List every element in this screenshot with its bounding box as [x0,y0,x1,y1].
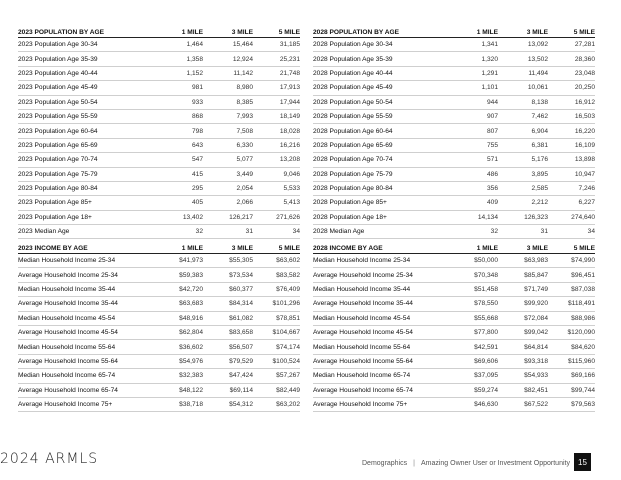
row-value: 15,464 [232,41,253,49]
row-value: 31 [245,228,253,236]
page-number: 15 [574,453,591,471]
row-label: 2023 Population Age 85+ [18,199,92,207]
table-2023-income-by-age [18,243,300,412]
row-value: 356 [486,185,498,193]
row-value: $99,042 [524,329,548,337]
row-value: $84,314 [229,300,253,308]
table-row [18,254,300,268]
row-value: 2,212 [531,199,548,207]
row-value: $82,451 [524,386,548,394]
row-value: 11,494 [528,69,548,77]
row-value: $32,383 [179,372,203,380]
row-value: 1,291 [481,69,498,77]
row-label: 2028 Population Age 80-84 [313,185,393,193]
row-value: 10,947 [574,170,595,178]
row-value: $67,522 [524,401,548,409]
row-value: $100,524 [272,357,300,365]
row-value: 7,993 [236,113,253,121]
row-value: 1,464 [186,41,203,49]
table-title: 2028 INCOME BY AGE [313,244,383,252]
row-value: 1,152 [186,69,203,77]
row-value: 13,402 [182,213,203,221]
row-value: $63,202 [276,401,300,409]
table-row [313,182,595,196]
row-value: 907 [486,113,498,121]
row-value: $104,667 [272,329,300,337]
row-value: $51,458 [474,285,498,293]
table-row [18,196,300,210]
row-value: $87,038 [571,285,595,293]
row-value: 5,533 [283,185,300,193]
table-row [18,398,300,412]
row-value: 2,585 [531,185,548,193]
row-label: 2023 Population Age 50-54 [18,98,98,106]
row-value: 1,358 [186,55,203,63]
row-value: $76,409 [276,285,300,293]
table-row [18,168,300,182]
table-row [313,312,595,326]
row-value: 25,231 [279,55,300,63]
row-value: 17,913 [279,84,300,92]
row-value: 13,092 [527,41,548,49]
row-value: $82,449 [276,386,300,394]
row-value: 16,912 [574,98,595,106]
table-row [313,225,595,239]
row-value: 6,381 [531,141,548,149]
row-value: $79,563 [571,401,595,409]
row-value: 295 [191,185,203,193]
row-value: 755 [486,141,498,149]
row-value: 16,220 [574,127,595,135]
table-row [18,52,300,66]
row-label: Median Household Income 65-74 [313,372,411,380]
row-label: 2028 Population Age 18+ [313,213,387,221]
row-value: 1,101 [481,84,498,92]
row-value: 2,054 [236,185,253,193]
row-value: 3,449 [236,170,253,178]
row-value: $59,274 [474,386,498,394]
table-row [313,283,595,297]
table-row [18,312,300,326]
table-row [18,268,300,282]
column-header: 3 MILE [526,28,548,36]
row-label: 2023 Population Age 80-84 [18,185,98,193]
row-label: 2023 Median Age [18,228,70,236]
table-title: 2023 INCOME BY AGE [18,244,88,252]
table-row [18,153,300,167]
table-row [313,168,595,182]
row-value: 126,323 [524,213,548,221]
column-header: 1 MILE [181,244,203,252]
row-value: 126,217 [229,213,253,221]
row-label: Average Household Income 25-34 [18,271,118,279]
row-value: 31 [540,228,548,236]
row-value: $79,529 [229,357,253,365]
row-value: $61,082 [229,314,253,322]
table-row [18,340,300,354]
row-value: $48,916 [179,314,203,322]
row-value: $59,383 [179,271,203,279]
row-value: 32 [195,228,203,236]
row-value: $78,550 [474,300,498,308]
row-value: 547 [191,156,203,164]
row-value: $78,851 [276,314,300,322]
table-row [18,326,300,340]
row-value: 981 [191,84,203,92]
footer-subtitle: Amazing Owner User or Investment Opportunity [420,460,570,467]
row-value: $48,122 [179,386,203,394]
row-label: 2028 Population Age 50-54 [313,98,393,106]
row-value: $83,658 [229,329,253,337]
row-value: $46,630 [474,401,498,409]
table-row [18,369,300,383]
table-2028-income-by-age [313,243,595,412]
column-header: 3 MILE [231,28,253,36]
table-row [313,96,595,110]
table-header [18,27,300,38]
row-value: 34 [292,228,300,236]
row-value: $83,582 [276,271,300,279]
row-label: Average Household Income 65-74 [313,386,413,394]
table-row [313,139,595,153]
table-2023-population-by-age [18,27,300,239]
table-row [313,124,595,138]
table-row [313,355,595,369]
row-label: Average Household Income 55-64 [18,357,118,365]
row-label: 2023 Population Age 55-59 [18,113,98,121]
row-value: $54,312 [229,401,253,409]
row-value: $55,305 [229,257,253,265]
page-footer [362,460,570,467]
row-value: 9,046 [283,170,300,178]
table-row [313,81,595,95]
table-row [18,96,300,110]
row-value: $99,920 [524,300,548,308]
row-value: 13,502 [527,55,548,63]
row-value: 17,944 [279,98,300,106]
row-value: $54,933 [524,372,548,380]
table-row [18,384,300,398]
row-label: 2028 Population Age 75-79 [313,170,393,178]
table-row [18,38,300,52]
row-value: 10,061 [527,84,548,92]
row-label: Average Household Income 25-34 [313,271,413,279]
column-header: 5 MILE [573,28,595,36]
row-label: 2023 Population Age 18+ [18,213,92,221]
table-row [313,384,595,398]
row-value: 5,077 [236,156,253,164]
row-label: Average Household Income 45-54 [313,329,413,337]
row-value: $60,377 [229,285,253,293]
row-value: $42,591 [474,343,498,351]
row-value: 415 [191,170,203,178]
row-value: 5,176 [531,156,548,164]
table-row [313,211,595,225]
row-label: Median Household Income 55-64 [18,343,116,351]
row-value: 6,330 [236,141,253,149]
table-row [313,398,595,412]
row-label: 2028 Median Age [313,228,365,236]
row-label: 2028 Population Age 55-59 [313,113,393,121]
footer-section: Demographics [362,460,408,467]
table-title: 2028 POPULATION BY AGE [313,28,399,36]
table-row [313,196,595,210]
row-value: $115,960 [567,357,595,365]
row-value: 868 [191,113,203,121]
table-title: 2023 POPULATION BY AGE [18,28,104,36]
row-value: 2,066 [236,199,253,207]
column-header: 3 MILE [231,244,253,252]
row-value: $37,095 [474,372,498,380]
row-label: Median Household Income 45-54 [313,314,411,322]
row-value: 571 [486,156,498,164]
row-value: 31,185 [279,41,300,49]
table-row [18,182,300,196]
row-label: 2028 Population Age 85+ [313,199,387,207]
row-value: 944 [486,98,498,106]
row-label: Median Household Income 35-44 [18,285,116,293]
row-value: $88,986 [571,314,595,322]
column-header: 1 MILE [181,28,203,36]
row-value: $71,749 [524,285,548,293]
row-value: 409 [486,199,498,207]
row-value: 16,109 [574,141,595,149]
column-header: 5 MILE [573,244,595,252]
row-label: Median Household Income 45-54 [18,314,116,322]
row-value: 3,895 [531,170,548,178]
row-label: 2028 Population Age 70-74 [313,156,393,164]
row-label: Average Household Income 75+ [18,401,113,409]
row-value: 8,138 [531,98,548,106]
row-label: Average Household Income 75+ [313,401,408,409]
row-value: $63,602 [276,257,300,265]
row-value: $57,267 [276,372,300,380]
row-value: $118,491 [567,300,595,308]
table-row [313,254,595,268]
row-value: 7,462 [531,113,548,121]
row-label: 2028 Population Age 30-34 [313,41,393,49]
row-value: $101,296 [272,300,300,308]
row-value: $56,507 [229,343,253,351]
row-value: $69,114 [229,386,253,394]
row-value: 16,216 [279,141,300,149]
row-value: 12,924 [232,55,253,63]
row-value: 8,980 [236,84,253,92]
column-header: 5 MILE [278,28,300,36]
row-value: $99,744 [571,386,595,394]
column-header: 1 MILE [476,28,498,36]
row-value: $55,668 [474,314,498,322]
row-value: $63,983 [524,257,548,265]
row-value: $96,451 [571,271,595,279]
row-value: $42,720 [179,285,203,293]
row-value: 8,385 [236,98,253,106]
table-row [18,81,300,95]
row-label: 2023 Population Age 30-34 [18,41,98,49]
table-row [313,326,595,340]
row-value: 18,028 [279,127,300,135]
row-label: 2028 Population Age 35-39 [313,55,393,63]
table-row [18,283,300,297]
row-value: $63,683 [179,300,203,308]
column-header: 5 MILE [278,244,300,252]
row-value: $72,084 [524,314,548,322]
row-value: 1,320 [481,55,498,63]
table-row [313,52,595,66]
column-header: 3 MILE [526,244,548,252]
row-value: 486 [486,170,498,178]
row-label: Median Household Income 55-64 [313,343,411,351]
row-value: $120,090 [567,329,595,337]
row-value: 11,142 [233,69,253,77]
table-row [18,124,300,138]
brand-logo: 2024 ARMLS [0,451,99,467]
row-value: 13,208 [279,156,300,164]
row-value: 20,250 [574,84,595,92]
row-value: 7,246 [578,185,595,193]
row-value: $74,990 [571,257,595,265]
row-label: Median Household Income 65-74 [18,372,116,380]
row-label: 2023 Population Age 45-49 [18,84,98,92]
table-header [313,27,595,38]
row-value: $54,976 [179,357,203,365]
row-value: 1,341 [481,41,498,49]
table-row [18,297,300,311]
row-value: $77,800 [474,329,498,337]
row-value: 28,360 [574,55,595,63]
row-label: Average Household Income 45-54 [18,329,118,337]
row-label: Median Household Income 25-34 [18,257,116,265]
table-row [313,153,595,167]
row-value: $85,847 [524,271,548,279]
row-label: Median Household Income 35-44 [313,285,411,293]
row-label: 2023 Population Age 60-64 [18,127,98,135]
table-row [313,110,595,124]
row-value: $50,000 [474,257,498,265]
row-value: 933 [191,98,203,106]
row-value: 21,748 [279,69,300,77]
row-label: Average Household Income 55-64 [313,357,413,365]
row-label: 2028 Population Age 40-44 [313,69,393,77]
row-label: 2023 Population Age 35-39 [18,55,98,63]
row-value: 6,904 [531,127,548,135]
row-value: 32 [490,228,498,236]
row-value: $62,804 [179,329,203,337]
table-header [18,243,300,254]
table-row [313,297,595,311]
row-value: 807 [486,127,498,135]
row-value: $38,718 [179,401,203,409]
row-value: 23,048 [574,69,595,77]
row-label: 2028 Population Age 45-49 [313,84,393,92]
table-row [313,369,595,383]
table-2028-population-by-age [313,27,595,239]
row-value: 274,640 [571,213,595,221]
table-row [18,67,300,81]
row-value: $93,318 [524,357,548,365]
row-value: $73,534 [229,271,253,279]
row-label: 2023 Population Age 65-69 [18,141,98,149]
table-row [18,225,300,239]
row-label: 2028 Population Age 65-69 [313,141,393,149]
row-value: 271,626 [276,213,300,221]
row-value: $36,602 [179,343,203,351]
table-row [18,355,300,369]
footer-separator: | [413,460,415,467]
row-label: Average Household Income 65-74 [18,386,118,394]
row-value: 14,134 [477,213,498,221]
row-value: 643 [191,141,203,149]
table-row [313,268,595,282]
row-label: 2028 Population Age 60-64 [313,127,393,135]
table-row [18,211,300,225]
row-value: $69,166 [571,372,595,380]
row-value: $70,348 [474,271,498,279]
row-value: 16,503 [574,113,595,121]
row-value: 13,898 [574,156,595,164]
table-row [18,139,300,153]
row-value: 405 [191,199,203,207]
row-label: Average Household Income 35-44 [313,300,413,308]
row-label: 2023 Population Age 40-44 [18,69,98,77]
row-value: 7,508 [236,127,253,135]
column-header: 1 MILE [476,244,498,252]
row-value: 27,281 [574,41,595,49]
row-value: $47,424 [229,372,253,380]
row-value: $84,620 [571,343,595,351]
row-value: 798 [191,127,203,135]
row-label: Median Household Income 25-34 [313,257,411,265]
row-value: 5,413 [283,199,300,207]
table-row [313,38,595,52]
row-value: $69,606 [474,357,498,365]
row-label: 2023 Population Age 70-74 [18,156,98,164]
row-label: Average Household Income 35-44 [18,300,118,308]
row-value: $74,174 [276,343,300,351]
table-row [313,67,595,81]
row-label: 2023 Population Age 75-79 [18,170,98,178]
table-header [313,243,595,254]
row-value: 18,149 [279,113,300,121]
row-value: 6,227 [578,199,595,207]
row-value: 34 [587,228,595,236]
table-row [313,340,595,354]
table-row [18,110,300,124]
row-value: $64,814 [524,343,548,351]
row-value: $41,973 [179,257,203,265]
